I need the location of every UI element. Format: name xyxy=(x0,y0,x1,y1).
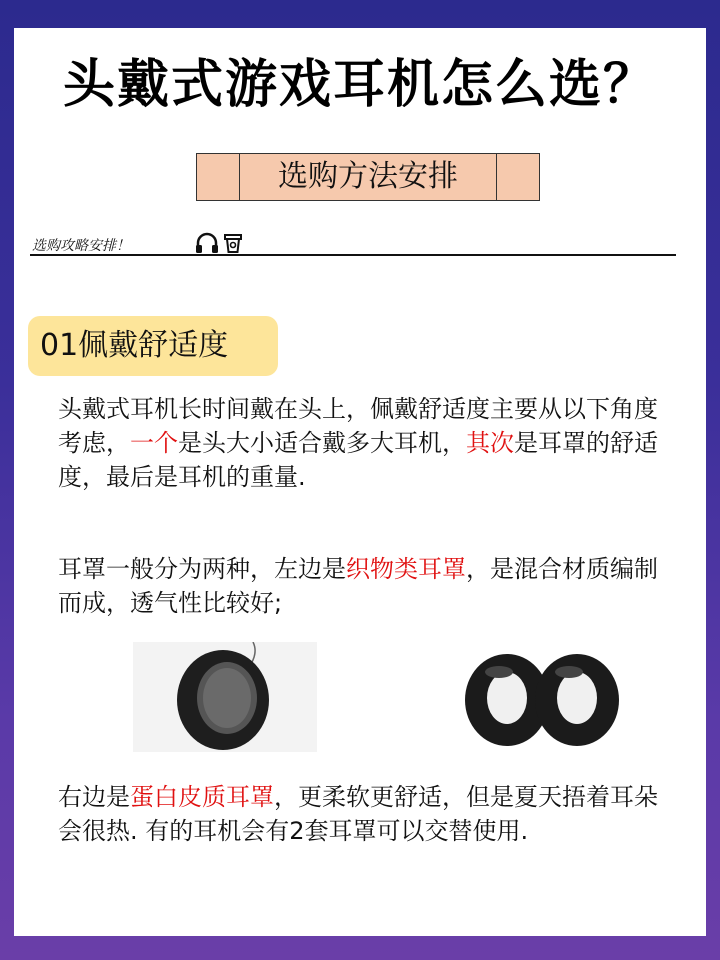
para1-highlight-d: 其次 xyxy=(466,429,514,457)
para3-text-c: ，更柔软更舒适，但是夏天捂着耳朵会很热. 有的耳机会有2套耳罩可以交替使用. xyxy=(58,783,658,845)
headphones-icon xyxy=(195,232,219,254)
guide-label: 选购攻略安排！ xyxy=(32,238,130,254)
para1-text-c: 是头大小适合戴多大耳机， xyxy=(178,429,466,457)
divider-line xyxy=(30,254,676,256)
paragraph-comfort xyxy=(58,392,678,494)
para2-text-c: ，是混合材质编制而成，透气性比较好; xyxy=(58,555,658,617)
section-heading: 01佩戴舒适度 xyxy=(28,316,278,376)
banner-left-cap xyxy=(197,154,240,200)
paragraph-earpads xyxy=(58,552,678,620)
subtitle-text: 选购方法安排 xyxy=(240,154,496,200)
para3-highlight: 蛋白皮质耳罩 xyxy=(130,783,274,811)
page-title: 头戴式游戏耳机怎么选？ xyxy=(62,55,657,115)
para1-highlight-a: 一个 xyxy=(130,429,178,457)
cup-icon xyxy=(223,232,243,254)
para3-text-a: 右边是 xyxy=(58,783,130,811)
paragraph-leather xyxy=(58,780,678,848)
guide-icons xyxy=(195,232,243,254)
fabric-earpad-image xyxy=(133,642,317,752)
banner-right-cap xyxy=(496,154,539,200)
para2-highlight: 织物类耳罩 xyxy=(346,555,466,583)
para1-text-e: 是耳罩的舒适度，最后是耳机的重量. xyxy=(58,429,658,491)
subtitle-banner xyxy=(196,153,540,201)
leather-earpad-image xyxy=(455,650,625,752)
para2-text-a: 耳罩一般分为两种，左边是 xyxy=(58,555,346,583)
para1-text-a: 头戴式耳机长时间戴在头上，佩戴舒适度主要从以下角度考虑， xyxy=(58,395,658,457)
